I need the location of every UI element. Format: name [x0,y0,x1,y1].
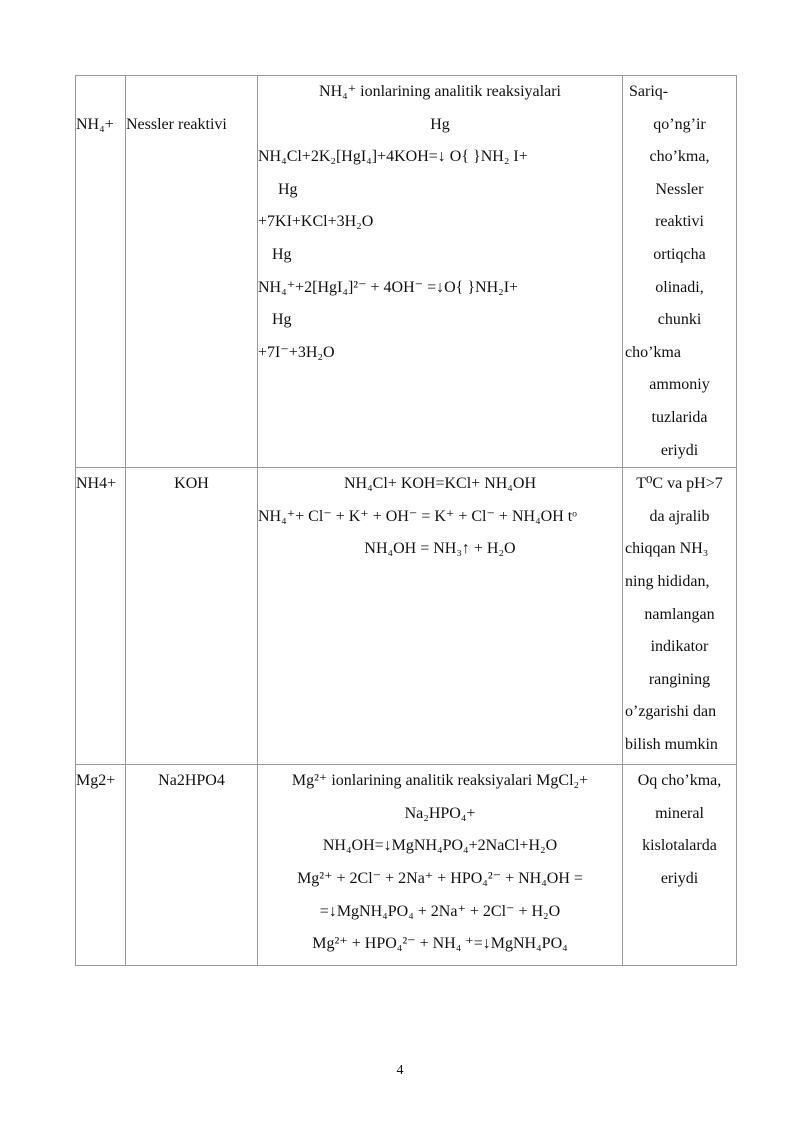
observation-line: ortiqcha [653,245,706,263]
observation-line: Nessler [655,180,704,198]
page-number: 4 [396,1063,404,1078]
observation-line: namlangan [644,605,715,623]
observation-line: Oq cho’kma, [637,772,722,790]
equation-line: +7KI+KCl+3H₂O [258,213,374,231]
reagent-cell [126,468,258,765]
observation-line: mineral [655,804,704,822]
ion-label: NH4+ [76,475,117,493]
observation-line: ammoniy [649,376,710,394]
observation-line: chunki [657,311,702,329]
equation-line: =↓MgNH₄PO₄ + 2Na⁺ + 2Cl⁻ + H₂O [319,902,561,920]
equation-line: NH₄OH=↓MgNH₄PO₄+2NaCl+H₂O [322,837,558,855]
equation-line: Hg [278,180,298,198]
table-row-koh [76,468,737,765]
equation-line: Mg²⁺ + HPO₄²⁻ + NH₄ ⁺=↓MgNH₄PO₄ [312,935,568,953]
equation-line: Na₂HPO₄+ [404,804,476,822]
observation-line: Sariq- [629,83,669,100]
equation-line: NH₄⁺ ionlarining analitik reaksiyalari [319,83,561,100]
observation-line: o’zgarishi dan [625,703,717,721]
observation-line: cho’kma, [649,148,710,166]
ion-label: Mg2+ [76,772,116,790]
observation-line: kislotalarda [642,837,717,855]
observation-cell [623,468,737,765]
ion-cell [76,765,126,966]
observation-cell [623,765,737,966]
equation-line: NH₄⁺+2[HgI₄]²⁻ + 4OH⁻ =↓O{ }NH₂I+ [258,278,519,296]
equation-line: Hg [272,245,292,263]
equations-cell [258,76,623,468]
reactions-table [75,75,737,966]
observation-line: rangining [648,670,711,688]
observation-line: qo’ng’ir [653,115,706,133]
ion-cell [76,76,126,468]
table-row-mg [76,765,737,966]
reagent-label: KOH [174,475,209,493]
reagent-label: Na2HPO4 [158,772,225,790]
observation-line: bilish mumkin [625,735,718,753]
equation-line: Mg²⁺ + 2Cl⁻ + 2Na⁺ + HPO₄²⁻ + NH₄OH = [297,869,583,887]
observation-line: chiqqan NH₃ [625,540,709,558]
equation-line: Mg²⁺ ionlarining analitik reaksiyalari MgCl₂+ [291,772,589,790]
ion-label: NH₄+ [76,115,114,133]
equation-line: Hg [272,311,292,329]
observation-line: reaktivi [655,213,704,231]
equation-line: NH₄Cl+ KOH=KCl+ NH₄OH [343,475,536,493]
ion-cell [76,468,126,765]
observation-line: T⁰C va pH>7 [636,475,723,493]
observation-line: da ajralib [649,507,710,525]
equation-line: NH₄⁺+ Cl⁻ + K⁺ + OH⁻ = K⁺ + Cl⁻ + NH₄OH tᵒ [258,507,577,525]
observation-line: tuzlarida [651,408,708,426]
observation-line: eriydi [660,441,699,459]
observation-line: cho’kma [625,343,681,361]
table-row-nessler [76,76,737,468]
reagent-cell [126,765,258,966]
observation-cell [623,76,737,468]
observation-line: ning hididan, [625,572,710,590]
reagent-label: Nessler reaktivi [126,115,227,133]
equation-line: +7I⁻+3H₂O [258,343,335,361]
equations-cell [258,765,623,966]
equations-cell [258,468,623,765]
equation-line: NH₄Cl+2K₂[HgI₄]+4KOH=↓ O{ }NH₂ I+ [258,148,528,166]
equation-line: Hg [430,115,450,133]
observation-line: olinadi, [655,278,704,296]
equation-line: NH₄OH = NH₃↑ + H₂O [364,540,516,558]
observation-line: eriydi [660,869,699,887]
observation-line: indikator [650,638,709,656]
reagent-cell [126,76,258,468]
